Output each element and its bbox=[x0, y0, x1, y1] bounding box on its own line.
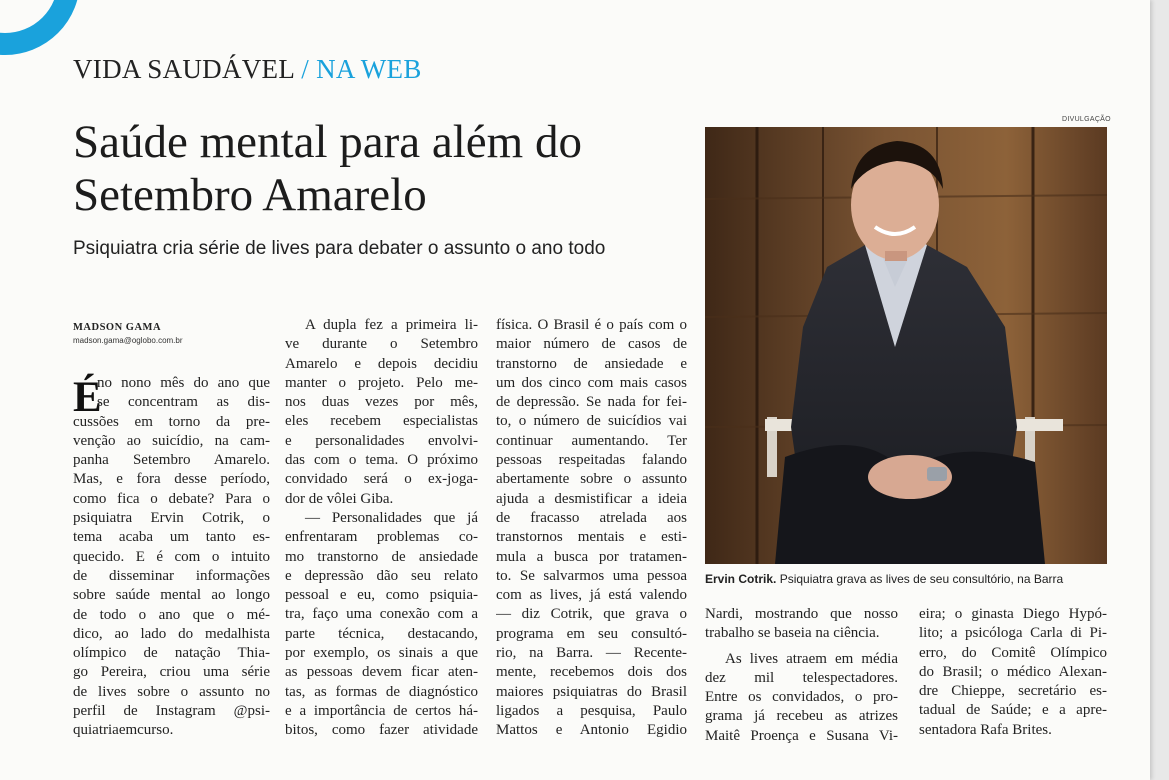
body-line: Amarelo e depois decidiu bbox=[285, 355, 478, 372]
article-photo bbox=[705, 127, 1107, 564]
portrait-illustration bbox=[705, 127, 1107, 564]
body-line: no nono mês do ano que bbox=[97, 375, 270, 391]
body-line: rio, na Barra. — Recente- bbox=[496, 645, 687, 662]
body-line: Nardi, mostrando que nosso bbox=[705, 606, 898, 622]
byline-author: MADSON GAMA bbox=[73, 322, 162, 333]
body-line: nos duas vezes por mês, bbox=[285, 394, 478, 411]
body-line: to, o número de suicídios vai bbox=[496, 413, 687, 430]
body-line: mula a busca por tratamen- bbox=[496, 548, 687, 565]
caption-text: Psiquiatra grava as lives de seu consultório, na Barra bbox=[776, 572, 1064, 586]
body-line: tra, faço uma conexão com a bbox=[285, 606, 478, 623]
decorative-circle bbox=[0, 0, 80, 55]
body-line: mente, recebemos dois dos bbox=[496, 664, 687, 681]
body-line: Entre os convidados, o pro- bbox=[705, 689, 898, 706]
body-line: dre Chieppe, secretário es- bbox=[919, 683, 1107, 700]
body-line: venção ao suicídio, na cam- bbox=[73, 432, 270, 449]
body-line: to. Se salvarmos uma pessoa bbox=[496, 567, 687, 584]
body-line: como fica o debate? Para o bbox=[73, 490, 270, 507]
headline: Saúde mental para além do Setembro Amarelo bbox=[73, 116, 582, 221]
body-line: quecido. E é com o intuito bbox=[73, 548, 270, 565]
body-line: maiores psiquiatras do Brasil bbox=[496, 683, 687, 700]
body-line: Mattos e Antonio Egidio bbox=[496, 722, 687, 739]
body-line: mo transtorno de ansiedade bbox=[285, 548, 478, 565]
article-column-2 bbox=[285, 316, 478, 741]
photo-caption bbox=[705, 572, 1063, 586]
body-line: parte técnica, destacando, bbox=[285, 625, 478, 642]
body-line: dez mil telespectadores. bbox=[705, 669, 898, 686]
body-line: ajuda a desmistificar a ideia bbox=[496, 490, 687, 507]
body-line: A dupla fez a primeira li- bbox=[305, 317, 478, 333]
body-line: convidado será o ex-joga- bbox=[285, 471, 478, 488]
section-header bbox=[73, 54, 422, 85]
body-line: sentadora Rafa Brites. bbox=[919, 721, 1052, 738]
body-line: perfil de Instagram @psi- bbox=[73, 703, 270, 720]
body-line: lito; a psicóloga Carla di Pi- bbox=[919, 625, 1107, 642]
body-line: ligados a pesquisa, Paulo bbox=[496, 702, 687, 719]
subheadline: Psiquiatra cria série de lives para debater o assunto o ano todo bbox=[73, 238, 606, 259]
body-line: sobre saúde mental ao longo bbox=[73, 587, 270, 604]
body-line: ve durante o Setembro bbox=[285, 336, 478, 353]
body-line: e a importância de certos há- bbox=[285, 702, 478, 719]
body-line: — Personalidades que já bbox=[305, 509, 478, 526]
body-line: pessoal e eu, como psiquia- bbox=[285, 587, 478, 604]
article-column-3 bbox=[496, 316, 687, 741]
body-line: as pessoas devem ficar aten- bbox=[285, 664, 478, 681]
body-line: e depressão dão seu relato bbox=[285, 567, 478, 584]
body-line: dico, ao lado do medalhista bbox=[73, 625, 270, 642]
body-line: eira; o ginasta Diego Hypó- bbox=[919, 606, 1107, 622]
body-line: se concentram as dis- bbox=[97, 394, 270, 411]
body-line: por exemplo, os sinais a que bbox=[285, 645, 478, 662]
body-line: quiatriaemcurso. bbox=[73, 722, 174, 739]
body-line: de todo o ano que o mé- bbox=[73, 606, 270, 623]
body-line: programa em seu consultó- bbox=[496, 625, 687, 642]
drop-cap: É bbox=[73, 374, 102, 421]
body-line: olímpico de natação Thia- bbox=[73, 645, 270, 662]
article-column-1 bbox=[73, 374, 270, 741]
byline-email: madson.gama@oglobo.com.br bbox=[73, 336, 183, 345]
body-line: de lives sobre o assunto no bbox=[73, 683, 270, 700]
body-line: eles recebem especialistas bbox=[285, 413, 478, 430]
body-line: tema acaba um tanto es- bbox=[73, 529, 270, 546]
body-line: dor de vôlei Giba. bbox=[285, 490, 394, 507]
body-line: transtorno de ansiedade e bbox=[496, 355, 687, 372]
body-line: enfrentaram problemas co- bbox=[285, 529, 478, 546]
body-line: das com o tema. O próximo bbox=[285, 452, 478, 469]
section-name: VIDA SAUDÁVEL bbox=[73, 54, 295, 84]
body-line: do Brasil; o médico Alexan- bbox=[919, 663, 1107, 680]
article-column-5 bbox=[919, 605, 1107, 740]
body-line: go Pereira, criou uma série bbox=[73, 664, 270, 681]
body-line: panha Setembro Amarelo. bbox=[73, 452, 270, 469]
body-line: física. O Brasil é o país com o bbox=[496, 317, 687, 333]
body-line: trabalho se baseia na ciência. bbox=[705, 625, 880, 642]
body-line: transtornos mentais e esti- bbox=[496, 529, 687, 546]
body-line: grama já recebeu as atrizes bbox=[705, 708, 898, 725]
body-line: continuar aumentando. Ter bbox=[496, 432, 687, 449]
body-line: tas, as formas de diagnóstico bbox=[285, 683, 478, 700]
body-line: um dos cinco com mais casos bbox=[496, 374, 687, 391]
body-line: tadual de Saúde; e a apre- bbox=[919, 702, 1107, 719]
body-line: As lives atraem em média bbox=[725, 650, 898, 667]
subsection-name: NA WEB bbox=[316, 54, 422, 84]
body-line: — diz Cotrik, que grava o bbox=[496, 606, 687, 623]
body-line: de disseminar informações bbox=[73, 567, 270, 584]
caption-name: Ervin Cotrik. bbox=[705, 572, 777, 586]
body-line: abertamente sobre o assunto bbox=[496, 471, 687, 488]
body-line: cussões em torno da pre- bbox=[73, 413, 270, 430]
body-line: erro, do Comitê Olímpico bbox=[919, 644, 1107, 661]
body-line: de depressão. Se nada for fei- bbox=[496, 394, 687, 411]
body-line: e personalidades envolvi- bbox=[285, 432, 478, 449]
body-line: manter o projeto. Pelo me- bbox=[285, 374, 478, 391]
body-line: pessoas respeitadas falando bbox=[496, 452, 687, 469]
photo-credit: DIVULGAÇÃO bbox=[1062, 116, 1111, 123]
section-separator: / bbox=[301, 54, 310, 84]
body-line: Mas, e fora desse período, bbox=[73, 471, 270, 488]
body-line: maior número de casos de bbox=[496, 336, 687, 353]
body-line: Maitê Proença e Susana Vi- bbox=[705, 727, 898, 744]
body-line: de fracasso atrelada aos bbox=[496, 509, 687, 526]
body-line: com as lives, já está valendo bbox=[496, 587, 687, 604]
body-line: bitos, como fazer atividade bbox=[285, 722, 478, 739]
article-column-4 bbox=[705, 605, 898, 746]
body-line: psiquiatra Ervin Cotrik, o bbox=[73, 510, 270, 527]
